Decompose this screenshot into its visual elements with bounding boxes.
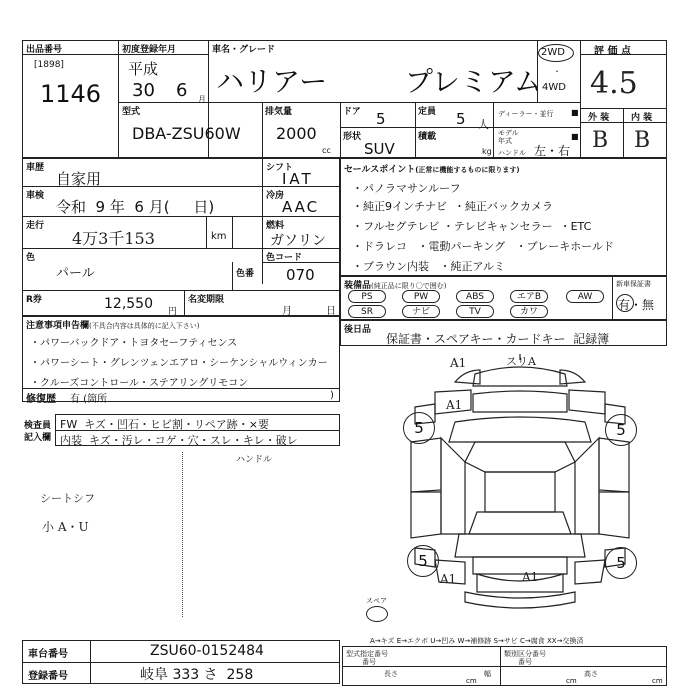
tire-front-right: 5 [605,414,637,446]
drive-4wd: 4WD [542,82,566,93]
dealer-value: ■ [571,108,579,117]
sales-line-4: ・ドラレコ ・電動パーキング ・ブレーキホールド [352,240,614,253]
warranty-label: 新車保証書 [616,280,651,288]
doors-value: 5 [376,110,386,128]
color-label: 色 [26,253,36,263]
sales-line-5: ・ブラウン内装 ・純正アルミ [352,260,506,273]
color-value: パール [56,266,95,281]
inspector-hand-2: シートシフ [40,492,95,505]
repair-value: 有 (箇所 [70,394,108,405]
extra-value: 保証書・スペアキー・カードキー 記録簿 [386,332,610,346]
drive-dot: ・ [553,67,561,76]
repair-end: ) [330,390,334,401]
sales-line-2: ・純正9インチナビ ・純正バックカメラ [352,200,553,213]
name-change-label: 名変期限 [188,295,225,305]
score-label: 評 価 点 [594,46,631,57]
model-year-mark: ■ [571,132,579,141]
damage-legend: A→キズ E→エクボ U→凹み W→補修跡 S→サビ C→腐食 XX→交換済 [370,637,584,645]
notes-dotted-line [182,452,183,617]
load-label: 積載 [418,132,437,142]
width-label: 幅 [484,670,491,678]
class-label: 類別区分番号 [504,650,546,658]
tire-rear-right: 5 [605,547,637,579]
tire-rear-left: 5 [407,545,439,577]
ext-grade: B [592,128,609,153]
notes-title: 注意事項申告欄(不具合内容は具体的に記入下さい) [26,321,200,331]
warranty-value: 有・無 [618,298,655,312]
lot-label: 出品番号 [26,45,63,55]
notes-line-1: ・パワーバックドア・トヨタセーフティセンス [30,338,238,349]
equip-abs: ABS [456,290,494,303]
yen-unit: 円 [168,307,178,317]
chassis-value: ZSU60-0152484 [150,643,264,659]
sales-line-1: ・パノラマサンルーフ [352,182,461,195]
height-unit: cm [652,677,663,685]
equip-tv: TV [456,305,494,318]
width-unit: cm [566,677,577,685]
damage-mark-a1-left: A1 [446,398,463,412]
inspector-label-2: 記入欄 [24,433,52,443]
month-unit: 月 [198,95,206,104]
ac-value: AAC [282,198,320,216]
shift-value: IAT [282,170,314,188]
notes-line-3: ・クルーズコントロール・ステアリングリモコン [30,378,249,389]
equip-title: 装備品(純正品に限り〇で囲む) [344,281,447,291]
tire-front-left: 5 [403,412,435,444]
drive-2wd: 2WD [541,47,565,58]
color-code-title: 色コード [266,253,303,263]
history-value: 自家用 [56,170,102,188]
score-value: 4.5 [590,66,638,101]
repair-label: 修復歴 [26,394,56,405]
fuel-label: 燃料 [266,221,285,231]
spare-label: スペア [366,597,387,605]
handle-label: ハンドル [498,149,526,157]
reg-year: 30 [132,80,155,101]
displacement-label: 排気量 [265,107,293,117]
color-code-label: 色番 [236,269,255,279]
car-diagram [395,352,645,622]
class-number: 番号 [518,658,532,666]
km-unit: km [211,231,227,242]
sales-title: セールスポイント(正常に機能するものに限ります) [344,165,520,175]
mileage-value: 4万3千153 [72,229,155,248]
car-name-label: 車名・グレード [212,45,276,55]
inspector-hand-3: 小 A・U [42,520,89,534]
car-name: ハリアー [216,65,328,98]
nc-month: 月 [282,306,292,317]
damage-mark-a1-top: A1 [450,356,467,370]
equip-sr: SR [348,305,386,318]
inspector-row-2: 内装 キズ・汚レ・コゲ・穴・スレ・キレ・破レ [60,434,298,447]
kg-unit: kg [482,147,492,156]
handle-value: 左・右 [534,144,571,158]
extra-label: 後日品 [344,325,372,335]
equip-aw: AW [566,290,604,303]
lot-number: 1146 [40,80,102,108]
nc-day: 日 [326,306,336,317]
reg-date-label: 初度登録年月 [122,45,177,55]
dealer-label: ディーラー・並行 [498,110,554,118]
era-label: 平成 [128,60,159,78]
sales-line-3: ・フルセグテレビ ・テレビキャンセラー ・ETC [352,220,592,233]
ext-label: 外 装 [588,113,610,123]
fuel-value: ガソリン [270,233,326,249]
warranty-circle [616,294,634,312]
spare-circle [366,606,388,622]
reg-month: 6 [176,80,188,101]
lot-sub: [1898] [34,60,64,70]
shift-label: シフト [266,163,294,173]
history-label: 車歴 [26,163,45,173]
r-value: 12,550 [104,296,153,312]
inspector-row-1: FW キズ・凹石・ヒビ割・リペア跡・×要 [60,418,269,431]
model-value: DBA-ZSU60W [132,124,241,143]
color-code-value: 070 [286,266,315,284]
equip-pw: PW [402,290,440,303]
capacity-label: 定員 [418,107,437,117]
equip-airbag: エアB [510,290,548,303]
displacement-value: 2000 [276,124,317,143]
equip-ps: PS [348,290,386,303]
height-label: 高さ [584,670,598,678]
person-unit: 人 [478,118,489,131]
model-year-label1: モデル [498,129,519,137]
model-label: 型式 [122,107,141,117]
damage-mark-a1-bottom: A1 [522,570,539,584]
shape-label: 形状 [343,132,362,142]
notes-line-2: ・パワーシート・グレンツェンエアロ・シーケンシャルウィンカー [30,358,328,369]
ac-label: 冷房 [266,191,285,201]
length-unit: cm [466,677,477,685]
int-grade: B [634,128,651,153]
reg-number-label: 登録番号 [28,671,68,682]
damage-mark-sria: スリA [506,355,536,368]
doors-label: ドア [343,107,361,117]
type-designation-label: 型式指定番号 [346,650,388,658]
inspector-label-1: 検査員 [24,421,52,431]
capacity-value: 5 [456,110,466,128]
damage-mark-a1-bottom-left: A1 [440,572,457,586]
car-grade: プレミアム [405,65,542,98]
inspector-hand-1: ハンドル [236,455,273,465]
cc-unit: cc [322,146,331,155]
shaken-value: 令和 9 年 6 月( 日) [56,198,215,216]
chassis-label: 車台番号 [28,649,68,660]
int-label: 内 装 [631,113,653,123]
shape-value: SUV [364,140,395,158]
r-label: R券 [26,295,42,305]
shaken-label: 車検 [26,191,45,201]
equip-leather: カワ [510,305,548,318]
reg-number-value: 岐阜 333 さ 258 [140,667,254,683]
model-year-label2: 年式 [498,137,512,145]
mileage-label: 走行 [26,221,45,231]
type-designation-number: 番号 [362,658,376,666]
length-label: 長さ [384,670,398,678]
equip-navi: ナビ [402,305,440,318]
